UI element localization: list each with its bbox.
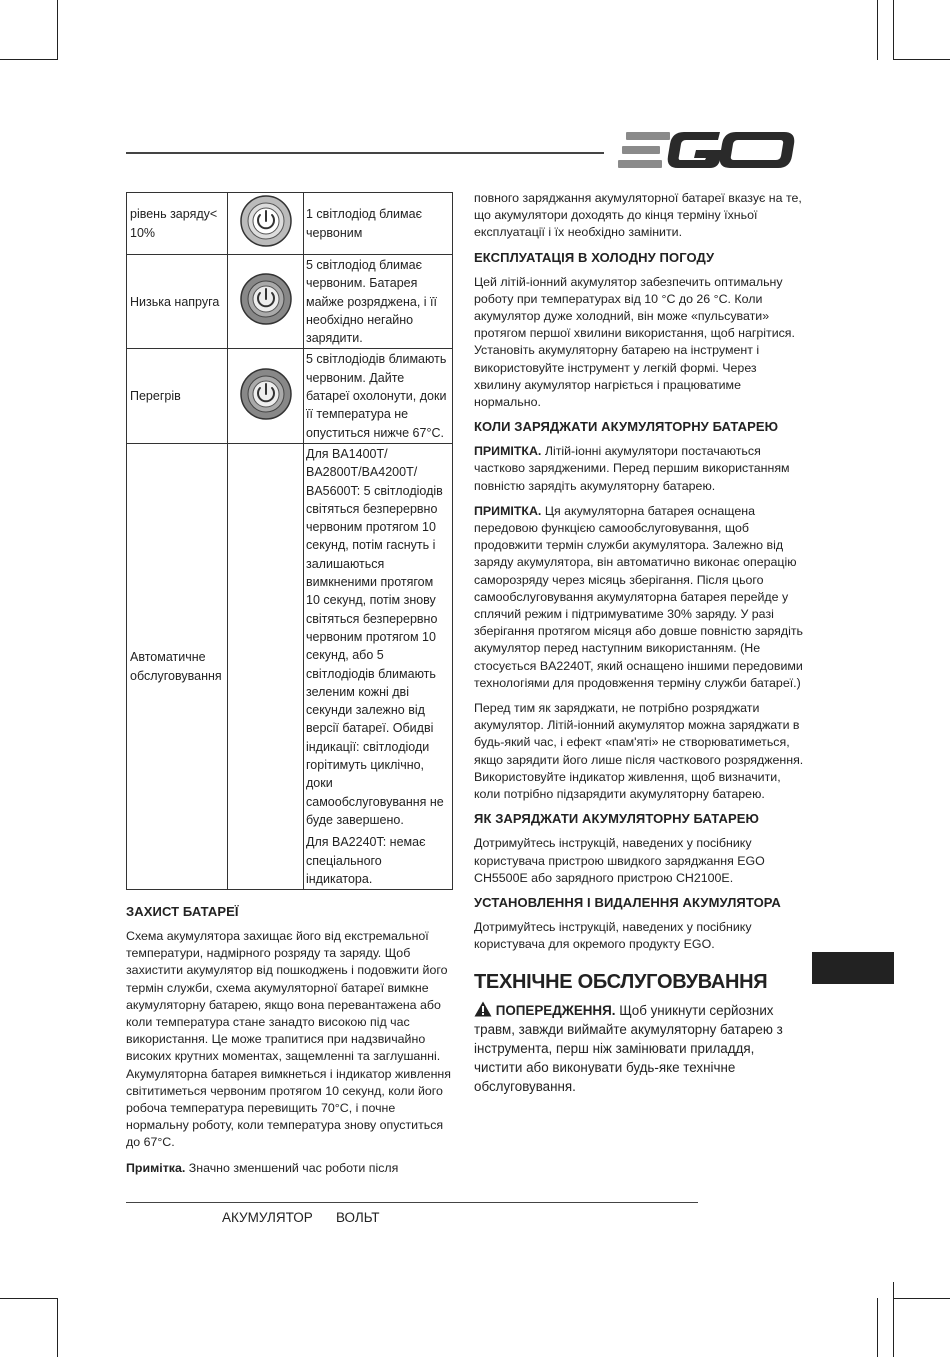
row-description: [304, 443, 453, 889]
section-text: Дотримуйтесь інструкцій, наведених у посібнику користувача для окремого продукту EGO.: [474, 919, 752, 952]
power-button-icon: [228, 193, 304, 255]
table-row: [127, 193, 453, 255]
ego-logo: [618, 128, 802, 172]
crop-mark: [893, 1282, 894, 1357]
desc-text: Для BA2240T: немає спеціального індикатора.: [306, 835, 426, 886]
note-label: ПРИМІТКА.: [474, 503, 542, 518]
maintenance-heading: ТЕХНІЧНЕ ОБСЛУГОВУВАННЯ: [474, 971, 768, 994]
row-label: рівень заряду< 10%: [127, 193, 228, 255]
section-heading: УСТАНОВЛЕННЯ І ВИДАЛЕННЯ АКУМУЛЯТОРА: [474, 894, 781, 910]
row-description: [304, 193, 453, 255]
row-label: Перегрів: [127, 349, 228, 443]
crop-mark: [893, 59, 950, 60]
note-text: Значно зменшений час роботи після: [188, 1160, 399, 1175]
note: [474, 503, 804, 692]
section-heading: ЕКСПЛУАТАЦІЯ В ХОЛОДНУ ПОГОДУ: [474, 249, 715, 265]
desc-text: 5 світлодіодів блимають червоним. Дайте батареї охолонути, доки її температура не опуститься нижче 67°С.: [306, 352, 447, 440]
section-text: Схема акумулятора захищає його від екстремальної температури, надмірного розряду та заряду. Щоб захистити акумулятор від пошкоджень і подовжити його термін служби, схема акумуляторної батареї вимкне акумуляторну батарею, якщо вона перевантажена або коли температура стане занадто високою під час використання. Це може трапитися при надзвичайно високих крутних моментах, защемленні та заглушанні. Акумуляторна батарея вимкнеться і індикатор живлення світитиметься червоним протягом 10 секунд, коли його робоча температура перевищить 70°С, і почне нормальну роботу, коли температура знову опуститься до 67°С.: [126, 929, 451, 1150]
warning-label: ПОПЕРЕДЖЕННЯ.: [495, 1003, 616, 1019]
crop-mark: [0, 59, 57, 60]
header-rule: [126, 152, 604, 154]
note: [126, 1160, 456, 1177]
crop-mark: [893, 1298, 950, 1299]
battery-indicator-table: [126, 192, 453, 890]
warning-text: Щоб уникнути серйозних травм, завжди виймайте акумуляторну батарею з інструмента, перш ніж замінювати приладдя, чистити або виконувати будь-яке технічне обслуговування.: [474, 1003, 783, 1095]
crop-mark: [57, 1298, 58, 1357]
table-row: [127, 255, 453, 349]
table-row: [127, 349, 453, 443]
section-heading: ЗАХИСТ БАТАРЕЇ: [126, 904, 239, 919]
desc-text: 1 світлодіод блимає червоним: [306, 207, 422, 240]
note-label: Примітка.: [126, 1160, 186, 1175]
section-heading: ЯК ЗАРЯДЖАТИ АКУМУЛЯТОРНУ БАТАРЕЮ: [474, 811, 760, 827]
right-column: [474, 190, 804, 1096]
table-row: [127, 443, 453, 889]
battery-protection-section: [126, 904, 456, 1185]
section-text: Цей літій-іонний акумулятор забезпечить оптимальну роботу при температурах від 10 °С до 26 °С. Коли акумулятор дуже холодний, він може «пульсувати» протягом першої хвилини використання, щоб нагрітися. Установіть акумуляторну батарею на інструмент і використовуйте інструмент у легкій формі. Через хвилину акумулятор нагріється і працюватиме нормально.: [474, 274, 795, 410]
note-text: Літій-іонні акумулятори постачаються частково зарядженими. Перед першим використанням повністю зарядіть акумуляторну батарею.: [474, 444, 790, 493]
note: [474, 443, 804, 495]
note-label: ПРИМІТКА.: [474, 444, 542, 459]
note-text: Ця акумуляторна батарея оснащена передовою функцією самообслуговування, щоб продовжити термін служби акумулятора. Залежно від заряду акумулятора, він автоматично виконає операцію саморозряду через місяць зберігання. Після цього самообслуговування акумуляторна батарея перейде у сплячий режим і підтримуватиме 30% заряду. У разі зберігання протягом місяця або довше повністю зарядіть акумулятор перед наступним використанням. (Не стосується BA2240T, який оснащено іншими передовими технологіями для продовження терміну служби батареї.): [474, 503, 803, 690]
crop-mark: [57, 0, 58, 60]
desc-text: 5 світлодіод блимає червоним. Батарея майже розряджена, і її необхідно негайно зарядити.: [306, 258, 437, 346]
warning-paragraph: [474, 1001, 804, 1096]
warning-icon: [474, 1001, 492, 1017]
row-description: [304, 349, 453, 443]
section-tab-marker: [812, 952, 894, 984]
continuation-text: повного заряджання акумуляторної батареї вказує на те, що акумулятори доходять до кінця терміну їхньої експлуатації і їх необхідно замінити.: [474, 191, 802, 240]
crop-mark: [893, 0, 894, 60]
row-description: [304, 255, 453, 349]
crop-mark: [0, 1298, 57, 1299]
section-heading: КОЛИ ЗАРЯДЖАТИ АКУМУЛЯТОРНУ БАТАРЕЮ: [474, 419, 779, 435]
power-button-icon: [228, 349, 304, 443]
row-label: Низька напруга: [127, 255, 228, 349]
crop-mark: [877, 0, 878, 60]
row-label: Автоматичне обслуговування: [127, 443, 228, 889]
desc-text: Для BA1400T/ BA2800T/BA4200T/ BA5600T: 5 світлодіодів світяться безперервно червоним протягом 10 секунд, потім гаснуть і залишаються вимкненими протягом 10 секунд, потім знову світяться безперервно червоним протягом 10 секунд, або 5 світлодіодів блимають зеленим кожні дві секунди залежно від версії батареї. Обидві індикації: світлодіоди горітимуть циклічно, доки самообслуговування не буде завершено.: [306, 446, 444, 827]
power-button-icon: [228, 255, 304, 349]
footer-left: АКУМУЛЯТОР: [222, 1210, 313, 1225]
footer-right: ВОЛЬТ: [336, 1210, 380, 1225]
crop-mark: [877, 1298, 878, 1357]
footer-rule: [126, 1202, 698, 1203]
section-text: Дотримуйтесь інструкцій, наведених у посібнику користувача пристрою швидкого заряджання EGO CH5500E або зарядного пристрою CH2100E.: [474, 836, 765, 885]
section-text: Перед тим як заряджати, не потрібно розряджати акумулятор. Літій-іонний акумулятор можна заряджати в будь-який час, і ефект «пам'яті» не створюватиметься, якщо зарядити його лише після часткового розрядження. Використовуйте індикатор живлення, щоб визначити, коли потрібно підзарядити акумуляторну батарею.: [474, 701, 804, 802]
empty-icon-cell: [228, 443, 304, 889]
